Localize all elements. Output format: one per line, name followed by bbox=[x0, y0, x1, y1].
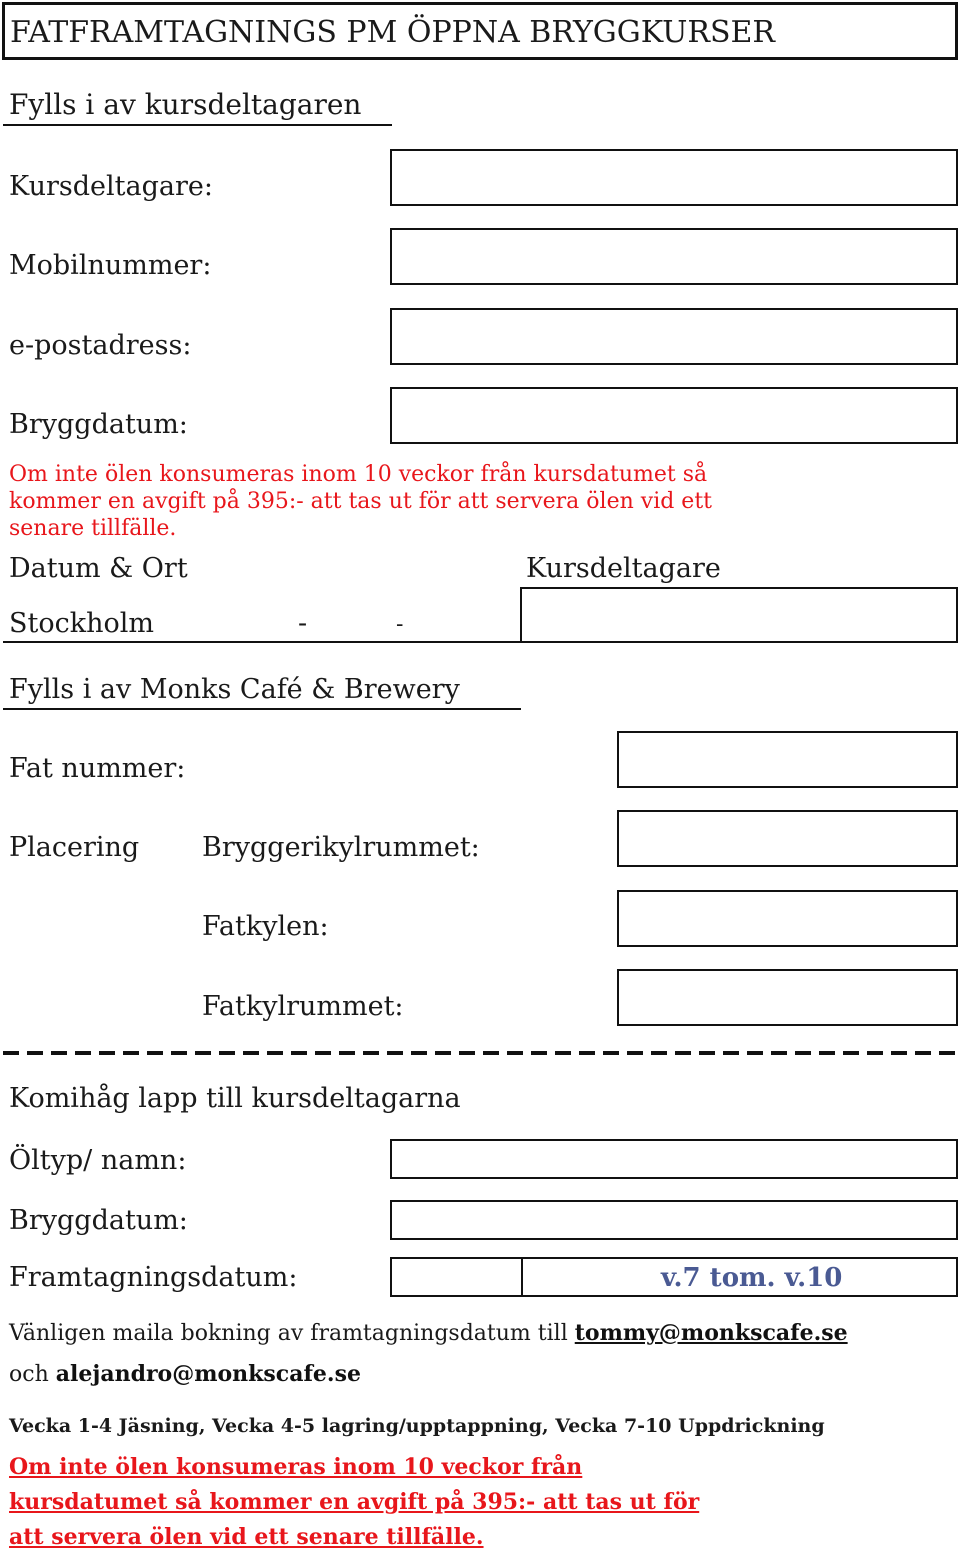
warning-text-top: Om inte ölen konsumeras inom 10 veckor från kursdatumet så kommer en avgift på 395:- att tas ut för att servera ölen vid ett senare tillfälle. bbox=[9, 462, 713, 541]
date-row-underline bbox=[3, 641, 521, 643]
placering-label: Placering bbox=[9, 832, 140, 863]
epost-label: e-postadress: bbox=[9, 330, 192, 361]
oltyp-label: Öltyp/ namn: bbox=[9, 1145, 187, 1176]
date-dash-1: - bbox=[298, 608, 308, 639]
warning-text-bottom: Om inte ölen konsumeras inom 10 veckor från kursdatumet så kommer en avgift på 395:- att tas ut för att servera ölen vid ett senare tillfälle. bbox=[9, 1454, 700, 1550]
bryggerikylrummet-label: Bryggerikylrummet: bbox=[202, 832, 480, 863]
framtagning-label: Framtagningsdatum: bbox=[9, 1262, 298, 1293]
fat-nummer-label: Fat nummer: bbox=[9, 753, 186, 784]
kursdeltagare-signature-box[interactable] bbox=[520, 587, 958, 643]
reminder-bryggdatum-label: Bryggdatum: bbox=[9, 1205, 188, 1236]
location-text: Stockholm bbox=[9, 608, 154, 639]
week-range-text: v.7 tom. v.10 bbox=[661, 1263, 843, 1293]
framtagning-date-field[interactable] bbox=[390, 1257, 523, 1297]
reminder-heading: Komihåg lapp till kursdeltagarna bbox=[9, 1083, 461, 1114]
brewery-heading-underline bbox=[3, 708, 521, 710]
fatkylrummet-field[interactable] bbox=[617, 969, 958, 1026]
email-link-tommy[interactable]: tommy@monkscafe.se bbox=[574, 1320, 848, 1346]
participant-section-heading: Fylls i av kursdeltagaren bbox=[9, 88, 362, 121]
fatkylrummet-label: Fatkylrummet: bbox=[202, 991, 404, 1022]
kursdeltagare-header: Kursdeltagare bbox=[526, 553, 721, 584]
kursdeltagare-label: Kursdeltagare: bbox=[9, 171, 213, 202]
datum-ort-header: Datum & Ort bbox=[9, 553, 188, 584]
page-title: FATFRAMTAGNINGS PM ÖPPNA BRYGGKURSER bbox=[10, 15, 775, 50]
schedule-text: Vecka 1-4 Jäsning, Vecka 4-5 lagring/upptappning, Vecka 7-10 Uppdrickning bbox=[9, 1415, 825, 1437]
participant-heading-underline bbox=[3, 124, 392, 126]
fatkylen-label: Fatkylen: bbox=[202, 911, 329, 942]
date-dash-2: - bbox=[396, 612, 404, 637]
mobilnummer-label: Mobilnummer: bbox=[9, 250, 212, 281]
epost-field[interactable] bbox=[390, 308, 958, 365]
mail-instruction bbox=[9, 1320, 848, 1346]
bryggdatum-label: Bryggdatum: bbox=[9, 409, 188, 440]
brewery-section-heading: Fylls i av Monks Café & Brewery bbox=[9, 674, 460, 705]
mail-text-prefix: Vänligen maila bokning av framtagningsdatum till bbox=[9, 1321, 568, 1346]
reminder-bryggdatum-field[interactable] bbox=[390, 1200, 958, 1240]
fat-nummer-field[interactable] bbox=[617, 731, 958, 788]
mail-text-och: och bbox=[9, 1362, 49, 1387]
bryggerikylrummet-field[interactable] bbox=[617, 810, 958, 867]
email-link-alejandro[interactable]: alejandro@monkscafe.se bbox=[55, 1361, 361, 1387]
kursdeltagare-field[interactable] bbox=[390, 149, 958, 206]
mobilnummer-field[interactable] bbox=[390, 228, 958, 285]
bryggdatum-field[interactable] bbox=[390, 387, 958, 444]
fatkylen-field[interactable] bbox=[617, 890, 958, 947]
oltyp-field[interactable] bbox=[390, 1139, 958, 1179]
cut-line bbox=[3, 1051, 958, 1055]
mail-instruction-line2 bbox=[9, 1361, 361, 1387]
